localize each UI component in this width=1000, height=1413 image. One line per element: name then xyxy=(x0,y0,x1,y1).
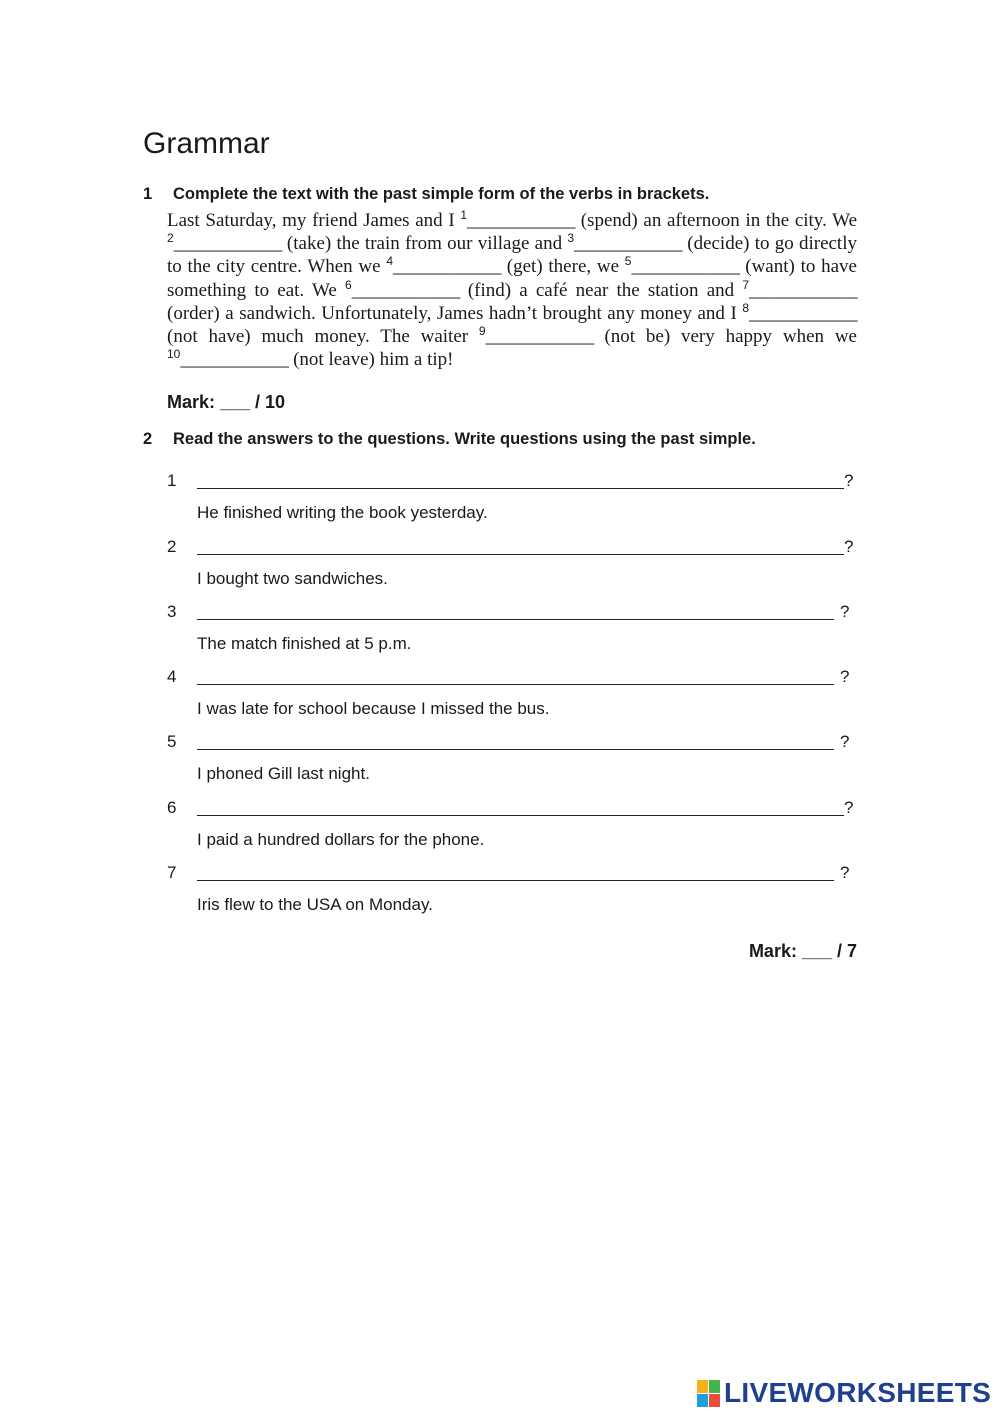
passage-segment: (get) there, we xyxy=(501,256,625,278)
question-row xyxy=(167,537,857,559)
question-number: 1 xyxy=(167,471,177,490)
exercise-1-instruction: Complete the text with the past simple form of the verbs in brackets. xyxy=(173,185,710,203)
given-answer: I was late for school because I missed the bus. xyxy=(197,699,550,718)
question-mark: ? xyxy=(840,732,850,751)
exercise-2-number: 2 xyxy=(143,430,153,448)
gap-number: 9 xyxy=(478,324,486,339)
passage-segment: (order) a sandwich. Unfortunately, James hadn’t brought any money and I xyxy=(167,302,743,324)
liveworksheets-logo xyxy=(697,1375,997,1413)
answer-gap[interactable]: ____________ xyxy=(393,256,502,278)
question-mark: ? xyxy=(844,537,854,556)
passage-segment: (not have) much money. The waiter xyxy=(167,326,479,348)
logo-text: LIVEWORKSHEETS xyxy=(724,1377,992,1408)
question-mark: ? xyxy=(844,471,854,490)
exercise-2-heading xyxy=(143,430,756,449)
passage-segment: (take) the train from our village and xyxy=(281,233,568,255)
passage-segment: (not be) very happy when we xyxy=(593,326,857,348)
gap-number: 8 xyxy=(742,300,749,315)
question-row xyxy=(167,732,857,754)
answer-gap[interactable]: ____________ xyxy=(631,256,740,278)
answer-gap[interactable]: ____________ xyxy=(749,302,857,324)
question-mark: ? xyxy=(840,602,850,621)
question-row xyxy=(167,863,857,885)
passage-text xyxy=(167,209,857,371)
question-answer-line[interactable] xyxy=(197,488,844,489)
gap-number: 4 xyxy=(386,254,394,269)
given-answer: He finished writing the book yesterday. xyxy=(197,503,488,522)
given-answer: Iris flew to the USA on Monday. xyxy=(197,895,433,914)
exercise-2-mark: Mark: ___ / 7 xyxy=(748,941,857,961)
question-answer-line[interactable] xyxy=(197,815,844,816)
exercise-1-passage xyxy=(167,209,857,371)
exercise-1-heading xyxy=(143,185,709,204)
passage-segment: (not leave) him a tip! xyxy=(288,349,454,371)
answer-gap[interactable]: ____________ xyxy=(749,279,857,301)
given-answer: I phoned Gill last night. xyxy=(197,764,370,783)
question-number: 4 xyxy=(167,667,177,686)
answer-gap[interactable]: ____________ xyxy=(351,279,460,301)
question-row xyxy=(167,602,857,624)
question-number: 5 xyxy=(167,732,177,751)
passage-segment: (spend) an afternoon in the city. We xyxy=(575,210,858,231)
exercise-1-number: 1 xyxy=(143,185,153,203)
exercise-1-mark: Mark: ___ / 10 xyxy=(167,392,286,412)
gap-number: 1 xyxy=(460,208,468,222)
question-answer-line[interactable] xyxy=(197,619,834,620)
given-answer: I bought two sandwiches. xyxy=(197,569,388,588)
answer-gap[interactable]: ____________ xyxy=(574,233,682,255)
question-mark: ? xyxy=(840,863,850,882)
answer-gap[interactable]: ____________ xyxy=(173,233,282,255)
question-answer-line[interactable] xyxy=(197,554,844,555)
exercise-2-instruction: Read the answers to the questions. Write questions using the past simple. xyxy=(173,430,756,448)
passage-segment: (decide) to go directly to the city centre. When we xyxy=(167,233,857,278)
question-number: 3 xyxy=(167,602,177,621)
question-number: 6 xyxy=(167,798,177,817)
answer-gap[interactable]: ____________ xyxy=(467,210,576,231)
passage-segment: (find) a café near the station and xyxy=(459,279,743,301)
passage-segment: Last Saturday, my friend James and I xyxy=(167,210,461,231)
passage-segment: (want) to have something to eat. We xyxy=(167,256,857,301)
question-row xyxy=(167,667,857,689)
answer-gap[interactable]: ____________ xyxy=(485,326,594,348)
gap-number: 3 xyxy=(567,231,574,246)
page-title: Grammar xyxy=(143,127,270,160)
question-answer-line[interactable] xyxy=(197,684,834,685)
gap-number: 5 xyxy=(624,254,632,269)
question-answer-line[interactable] xyxy=(197,880,834,881)
given-answer: The match finished at 5 p.m. xyxy=(197,634,412,653)
live-badge-icon xyxy=(697,1380,721,1408)
given-answer: I paid a hundred dollars for the phone. xyxy=(197,830,485,849)
gap-number: 6 xyxy=(345,277,352,292)
question-number: 7 xyxy=(167,863,177,882)
question-mark: ? xyxy=(844,798,854,817)
answer-gap[interactable]: ____________ xyxy=(180,349,289,371)
question-row xyxy=(167,471,857,493)
gap-number: 10 xyxy=(167,347,181,362)
gap-number: 2 xyxy=(167,231,174,246)
question-answer-line[interactable] xyxy=(197,749,834,750)
question-mark: ? xyxy=(840,667,850,686)
question-row xyxy=(167,798,857,820)
gap-number: 7 xyxy=(742,277,749,292)
question-number: 2 xyxy=(167,537,177,556)
